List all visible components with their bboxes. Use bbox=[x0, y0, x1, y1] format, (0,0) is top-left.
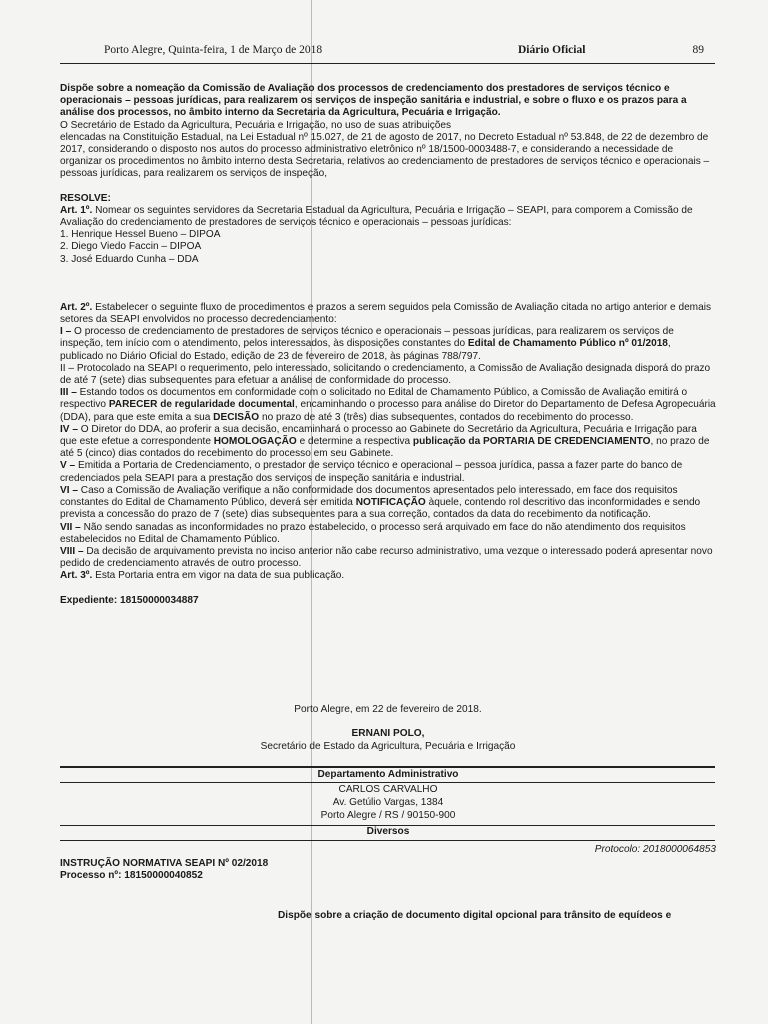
spacer bbox=[60, 181, 716, 193]
processo-number: Processo nº: 18150000040852 bbox=[60, 870, 203, 881]
instrucao-ementa: Dispõe sobre a criação de documento digital opcional para trânsito de equídeos e bbox=[278, 910, 672, 921]
inciso-text: O Diretor do DDA, ao proferir a sua decisão, encaminhará o processo ao Gabinete do Secretário da Agricultura, Pecuária e Irrigação para que este efetue a correspondente bbox=[60, 423, 697, 448]
art-3-text: Esta Portaria entra em vigor na data de sua publicação. bbox=[92, 570, 345, 582]
member-item: 3. José Eduardo Cunha – DDA bbox=[60, 253, 199, 265]
inciso-8 bbox=[60, 546, 716, 570]
header-publication: Diário Oficial bbox=[518, 44, 586, 56]
inciso-2: II – Protocolado na SEAPI o requerimento, pelo interessado, solicitando o credenciamento, a Comissão de Avaliação designada disporá do prazo de até 7 (sete) dias subsequentes para efetuar a análise de conformidade do processo. bbox=[60, 362, 711, 387]
inciso-text: àquele, contendo rol descritivo das inconformidades e sendo prevista a concessão do prazo de 7 (sete) dias subsequentes para a sua correção, contados da data do recebimento da notificação. bbox=[60, 497, 701, 521]
art-1 bbox=[60, 205, 716, 229]
inciso-text: no prazo de até 3 (três) dias subsequentes, contados do recebimento do processo. bbox=[259, 411, 634, 423]
inciso-label: VI – bbox=[60, 484, 78, 496]
section-rule bbox=[60, 766, 715, 768]
art-2-text: Estabelecer o seguinte fluxo de procedimentos e prazos a serem seguidos pela Comissão de Avaliação citada no artigo anterior e demais setores da SEAPI envolvidos no processo decredenciamento: bbox=[60, 301, 711, 326]
art-3 bbox=[60, 570, 716, 582]
inciso-label: VII – bbox=[60, 521, 81, 533]
inciso-bold: HOMOLOGAÇÃO bbox=[213, 436, 297, 448]
inciso-7 bbox=[60, 522, 716, 546]
inciso-text: O processo de credenciamento de prestadores de serviços técnico e operacionais – pessoas jurídicas, para realizarem os serviços de inspeção, tem início com o atendimento, pelos interessados, às disposições constantes do bbox=[60, 326, 674, 350]
inciso-text: Emitida a Portaria de Credenciamento, o prestador de serviço técnico e operacional – pessoa jurídica, passa a fazer parte do banco de credenciados pela SEAPI para a prestação dos serviços de inspeção sanitária e industrial. bbox=[60, 460, 683, 484]
inciso-4 bbox=[60, 424, 716, 461]
inciso-bold: NOTIFICAÇÃO bbox=[355, 497, 426, 509]
protocolo: Protocolo: 2018000064853 bbox=[594, 844, 716, 855]
instrucao-title: INSTRUÇÃO NORMATIVA SEAPI Nº 02/2018 bbox=[60, 858, 269, 869]
spacer bbox=[60, 266, 716, 302]
portaria-body bbox=[60, 83, 716, 607]
inciso-text: Não sendo sanadas as inconformidades no prazo estabelecido, o processo será arquivado em face do não atendimento dos requisitos estabelecidos no Edital de Chamamento Público. bbox=[60, 521, 686, 545]
portaria-ementa: Dispõe sobre a nomeação da Comissão de Avaliação dos processos de credenciamento dos prestadores de serviços técnico e operacionais – pessoas jurídicas, para realizarem os serviços de inspeção sanitária e industrial, e sobre o fluxo e os prazos para a análise dos processos, no âmbito interno da Secretaria da Agricultura, Pecuária e Irrigação. bbox=[60, 83, 687, 119]
inciso-bold: PARECER de regularidade documental bbox=[108, 399, 295, 411]
header-page-number: 89 bbox=[692, 44, 704, 56]
art-1-text: Nomear os seguintes servidores da Secretaria Estadual da Agricultura, Pecuária e Irrigação – SEAPI, para comporem a Comissão de Avaliação do credenciamento de prestadores de serviços técnico e operacionais – pessoas jurídicas: bbox=[60, 204, 693, 229]
inciso-bold: publicação da PORTARIA DE CREDENCIAMENTO bbox=[412, 436, 651, 448]
inciso-5 bbox=[60, 460, 716, 484]
inciso-label: IV – bbox=[60, 423, 78, 435]
inciso-3 bbox=[60, 387, 716, 424]
member-item: 2. Diego Viedo Faccin – DIPOA bbox=[60, 241, 202, 253]
inciso-text: , publicado no Diário Oficial do Estado, edição de 23 de fevereiro de 2018, às páginas 788/797. bbox=[60, 338, 671, 362]
inciso-label: I – bbox=[60, 326, 72, 338]
inciso-text: Da decisão de arquivamento prevista no inciso anterior não cabe recurso administrativo, uma vezque o interessado poderá apresentar novo pedido de credenciamento através de outro processo. bbox=[60, 545, 713, 570]
inciso-label: VIII – bbox=[60, 545, 84, 557]
page-header bbox=[90, 44, 714, 62]
place-date: Porto Alegre, em 22 de fevereiro de 2018. bbox=[294, 704, 482, 715]
header-location-date: Porto Alegre, Quinta-feira, 1 de Março de 2018 bbox=[104, 44, 323, 56]
department-address: Av. Getúlio Vargas, 1384 bbox=[332, 797, 444, 808]
art-3-label: Art. 3º. bbox=[60, 570, 93, 582]
inciso-text: , no prazo de até 5 (cinco) dias contados do recebimento do processo em seu Gabinete. bbox=[60, 436, 710, 460]
art-2-label: Art. 2º. bbox=[60, 301, 93, 313]
expediente: Expediente: 18150000034887 bbox=[60, 594, 199, 606]
inciso-text: , encaminhando o processo para análise do Diretor do Departamento de Defesa Agropecuária (DDA), para que este emita a sua bbox=[60, 399, 716, 423]
art-2 bbox=[60, 302, 716, 326]
spacer bbox=[60, 583, 716, 595]
inciso-1 bbox=[60, 326, 716, 363]
section-rule bbox=[60, 840, 715, 841]
inciso-text: e determine a respectiva bbox=[296, 436, 413, 448]
inciso-6 bbox=[60, 485, 716, 522]
inciso-label: III – bbox=[60, 387, 77, 399]
department-name: CARLOS CARVALHO bbox=[338, 784, 438, 795]
preamble-line-1: O Secretário de Estado da Agricultura, Pecuária e Irrigação, no uso de suas atribuições bbox=[60, 119, 452, 131]
diversos-title: Diversos bbox=[366, 826, 410, 837]
department-title: Departamento Administrativo bbox=[317, 769, 459, 780]
inciso-text: Caso a Comissão de Avaliação verifique a não conformidade dos documentos apresentados pelo interessado, em face dos requisitos constantes do Edital de Chamamento Público, deverá ser emitida bbox=[60, 484, 678, 509]
art-1-label: Art. 1º. bbox=[60, 204, 93, 216]
inciso-label: V – bbox=[60, 460, 76, 472]
section-rule bbox=[60, 782, 715, 783]
header-rule bbox=[60, 63, 715, 64]
resolve-heading: RESOLVE: bbox=[60, 192, 111, 204]
preamble-line-2: elencadas na Constituição Estadual, na Lei Estadual nº 15.027, de 21 de agosto de 2017, no Decreto Estadual nº 53.848, de 22 de dezembro de 2017, considerando o disposto nos autos do processo administrativo eletrônico nº 18/1500-0003488-7, e considerando a necessidade de organizar os procedimentos no âmbito interno desta Secretaria, relativos ao credenciamento de prestadores de serviços técnico e operacionais – pessoas jurídicas, para realizarem os serviços de inspeção, bbox=[60, 131, 710, 180]
department-city: Porto Alegre / RS / 90150-900 bbox=[320, 810, 456, 821]
inciso-bold: Edital de Chamamento Público nº 01/2018 bbox=[467, 338, 668, 350]
member-item: 1. Henrique Hessel Bueno – DIPOA bbox=[60, 229, 221, 241]
signer-title: Secretário de Estado da Agricultura, Pecuária e Irrigação bbox=[260, 741, 516, 752]
inciso-text: Estando todos os documentos em conformidade com o solicitado no Edital de Chamamento Público, a Comissão de Avaliação emitirá o respectivo bbox=[60, 387, 688, 411]
signer-name: ERNANI POLO, bbox=[351, 728, 425, 739]
inciso-bold: DECISÃO bbox=[213, 411, 260, 423]
